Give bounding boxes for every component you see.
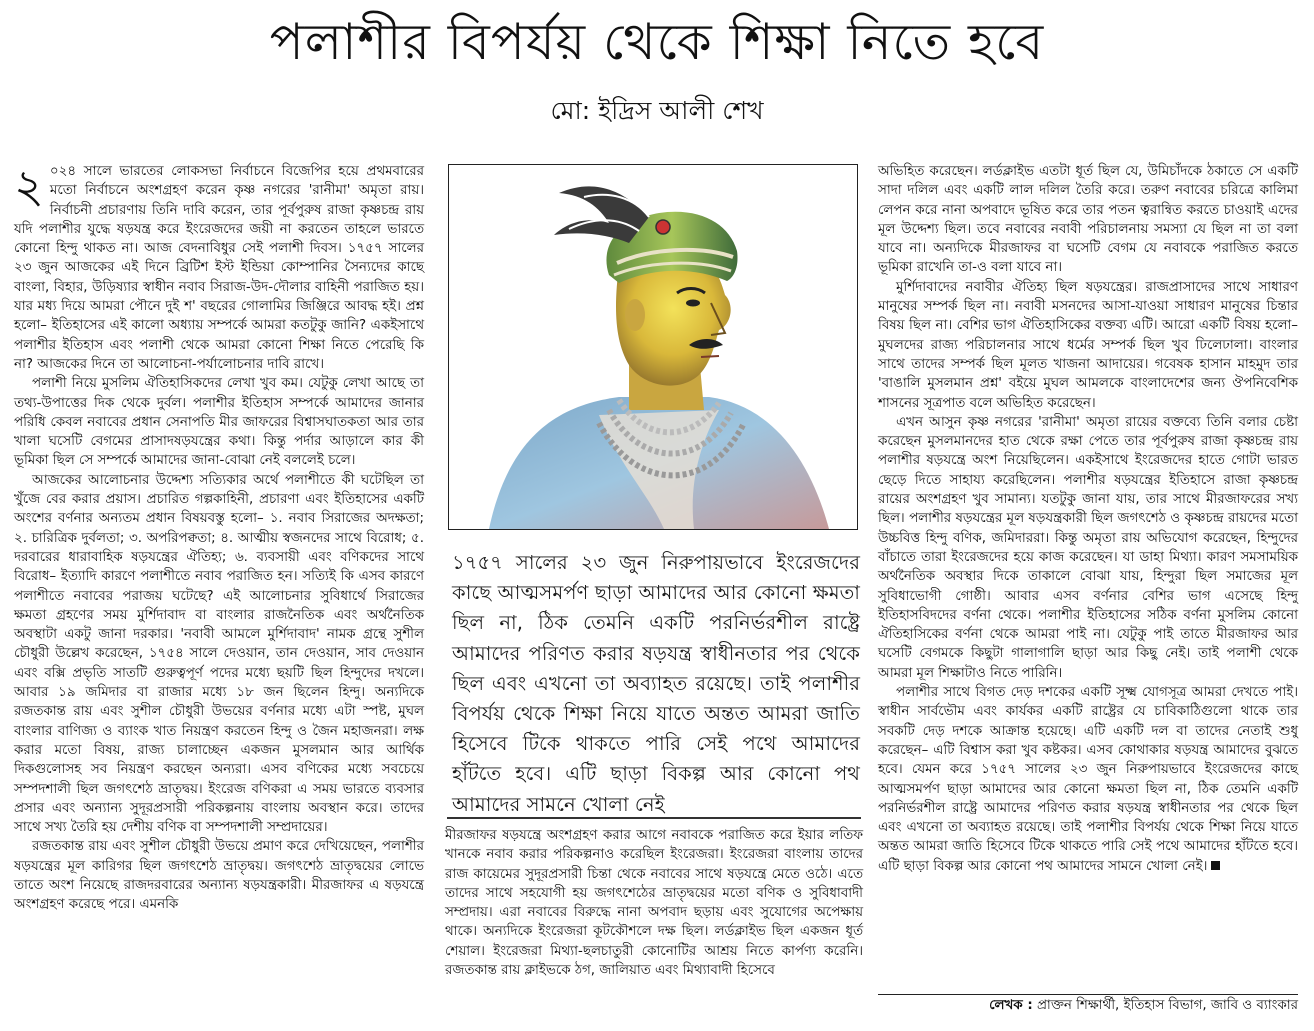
author-text: প্রাক্তন শিক্ষার্থী, ইতিহাস বিভাগ, জাবি ও ব্যাংকার	[1036, 998, 1298, 1013]
byline: মো: ইদ্রিস আলী শেখ	[550, 96, 764, 125]
divider	[447, 817, 861, 819]
paragraph: রজতকান্ত রায় এবং সুশীল চৌধুরী উভয়ে প্রমাণ করে দেখিয়েছেন, পলাশীর ষড়যন্ত্রের মূল কারিগর ছিল জগৎশেঠ ভ্রাতৃদ্বয়। জগৎশেঠ ভ্রাতৃদ্বয়ের লোভে তাতে অংশ নিয়েছে রাজদরবারের অন্যান্য ষড়যন্ত্রকারী। মীরজাফর এ ষড়যন্ত্রে অংশগ্রহণ করেছে পরে। এমনকি	[14, 839, 424, 913]
headline: পলাশীর বিপর্যয় থেকে শিক্ষা নিতে হবে	[269, 13, 1045, 71]
paragraph: এখন আসুন কৃষ্ণ নগরের 'রানীমা' অমৃতা রায়ের বক্তব্যে তিনি বলার চেষ্টা করেছেন মুসলমানদের হাত থেকে রক্ষা পেতে তার পূর্বপুরুষ রাজা কৃষ্ণচন্দ্র রায় পলাশীর ষড়যন্ত্রে অংশ নিয়েছিলেন। একইসাথে ইংরেজদের হাতে গোটা ভারত ছেড়ে দিতে সাহায্য করেছিলেন। পলাশীর ষড়যন্ত্রের ইতিহাসে রাজা কৃষ্ণচন্দ্র রায়ের অংশগ্রহণ খুব সামান্য। যতটুকু জানা যায়, তার সাথে মীরজাফরের সখ্য ছিল। পলাশীর ষড়যন্ত্রের মূল ষড়যন্ত্রকারী ছিল জগৎশেঠ ও কৃষ্ণচন্দ্র রায়দের মতো উচ্চবিত্ত হিন্দু বণিক, জমিদাররা। কিন্তু অমৃতা রায় অভিযোগ করেছেন, হিন্দুদের বাঁচাতে তারা ইংরেজদের হয়ে কাজ করেছেন। যা ডাহা মিথ্যা। কারণ সমসাময়িক অর্থনৈতিক অবস্থার দিকে তাকালে বোঝা যায়, হিন্দুরা ছিল সমাজের মূল সুবিধাভোগী গোষ্ঠী। আবার এসব বর্ণনার বেশির ভাগ এসেছে হিন্দু ইতিহাসবিদদের বর্ণনা থেকে। পলাশীর ইতিহাসের সঠিক বর্ণনা মুসলিম কোনো ঐতিহাসিকের বর্ণনা থেকে আমরা পাই না। যেটুকু পাই তাতে মীরজাফর আর ঘসেটি বেগমকে কিছুটা গালাগালি ছাড়া আর কিছু নেই। তাই পলাশী থেকে আমরা মূল শিক্ষাটাও নিতে পারিনি।	[878, 414, 1298, 681]
author-note	[878, 994, 1298, 1019]
end-mark-icon	[1211, 861, 1220, 870]
right-column	[878, 162, 1298, 992]
paragraph: ২ ০২৪ সালে ভারতের লোকসভা নির্বাচনে বিজেপির হয়ে প্রথমবারের মতো নির্বাচনে অংশগ্রহণ করেন কৃষ্ণ নগরের 'রানীমা' অমৃতা রায়। নির্বাচনী প্রচারণায় তিনি দাবি করেন, তার পূর্বপুরুষ রাজা কৃষ্ণচন্দ্র রায় যদি পলাশীর যুদ্ধে ষড়যন্ত্র করে ইংরেজদের জয়ী না করতেন তাহলে ভারতে কোনো হিন্দু থাকত না। আজ বেদনাবিধুর সেই পলাশী দিবস। ১৭৫৭ সালের ২৩ জুন আজকের এই দিনে ব্রিটিশ ইস্ট ইন্ডিয়া কোম্পানির সৈন্যদের কাছে বাংলা, বিহার, উড়িষ্যার স্বাধীন নবাব সিরাজ-উদ-দৌলার বাহিনী পরাজিত হয়। যার মধ্য দিয়ে আমরা পৌনে দুই শ' বছরের গোলামির জিঞ্জিরে আবদ্ধ হই। প্রশ্ন হলো– ইতিহাসের এই কালো অধ্যায় সম্পর্কে আমরা কতটুকু জানি? একইসাথে পলাশীর ইতিহাস এবং পলাশী থেকে আমরা কোনো শিক্ষা নিতে পেরেছি কি না? আজকের দিনে তা আলোচনা-পর্যালোচনার দাবি রাখে।	[14, 159, 424, 372]
paragraph: পলাশীর সাথে বিগত দেড় দশকের একটি সূক্ষ্ম যোগসূত্র আমরা দেখতে পাই। স্বাধীন সার্বভৌম এবং কার্যকর একটি রাষ্ট্রের যে চাবিকাঠিগুলো থাকে তার সবকটি দেড় দশকে আক্রান্ত হয়েছে। এটি একটি দল বা তাদের নেতাই শুধু করেছেন– এটি বিশ্বাস করা খুব কষ্টকর। এসব কোথাকার ষড়যন্ত্র আমাদের বুঝতে হবে। যেমন করে ১৭৫৭ সালের ২৩ জুন নিরুপায়ভাবে ইংরেজদের কাছে আত্মসমর্পণ ছাড়া আমাদের আর কোনো ক্ষমতা ছিল না, ঠিক তেমনি একটি পরনির্ভরশীল রাষ্ট্রে আমাদের পরিণত করার ষড়যন্ত্র স্বাধীনতার পর থেকে ছিল এবং এখনো তা অব্যাহত রয়েছে। তাই পলাশীর বিপর্যয় থেকে শিক্ষা নিয়ে যাতে অন্তত আমরা জাতি হিসেবে টিকে থাকতে পারি সেই পথে আমাদের হাঁটতে হবে। এটি ছাড়া বিকল্প আর কোনো পথ আমাদের সামনে খোলা নেই।	[878, 685, 1298, 874]
portrait-icon	[449, 165, 857, 529]
left-column	[14, 159, 424, 1022]
paragraph: অভিহিত করেছেন। লর্ডক্লাইভ এতটা ধূর্ত ছিল যে, উমিচাঁদকে ঠকাতে সে একটি সাদা দলিল এবং একটি লাল দলিল তৈরি করে। তরুণ নবাবের চরিত্রে কালিমা লেপন করে নানা অপবাদে ভূষিত করে তার পতন ত্বরান্বিত করতে চাওয়াই এদের মূল উদ্দেশ্য ছিল। তবে নবাবের নবাবী পরিচালনায় সমস্যা যে ছিল না তা বলা যাবে না। অন্যদিকে মীরজাফর বা ঘসেটি বেগম যে নবাবকে পরাজিত করতে ভূমিকা রাখেনি তা-ও বলা যাবে না।	[878, 164, 1298, 276]
portrait-illustration	[448, 164, 858, 530]
drop-cap: ২	[14, 159, 44, 213]
paragraph: মুর্শিদাবাদের নবাবীর ঐতিহ্য ছিল ষড়যন্ত্রের। রাজপ্রাসাদের সাথে সাধারণ মানুষের সম্পর্ক ছিল না। নবাবী মসনদের আসা-যাওয়া সাধারণ মানুষের চিন্তার বিষয় ছিল না। বেশির ভাগ ঐতিহাসিকের বক্তব্য এটি। আরো একটি বিষয় হলো– মুঘলদের রাজ্য পরিচালনার সাথে ধর্মের সম্পর্ক ছিল খুব ঢিলেঢালা। বাংলার সাথে তাদের সম্পর্ক ছিল মূলত খাজনা আদায়ের। গবেষক হাসান মাহমুদ তার 'বাঙালি মুসলমান প্রশ্ন' বইয়ে মুঘল আমলকে বাংলাদেশের জন্য ঔপনিবেশিক শাসনের সূত্রপাত বলে অভিহিত করেছেন।	[878, 279, 1298, 411]
middle-column	[445, 826, 863, 1022]
pull-quote: ১৭৫৭ সালের ২৩ জুন নিরুপায়ভাবে ইংরেজদের কাছে আত্মসমর্পণ ছাড়া আমাদের আর কোনো ক্ষমতা ছিল না, ঠিক তেমনি একটি পরনির্ভরশীল রাষ্ট্রে আমাদের পরিণত করার ষড়যন্ত্র স্বাধীনতার পর থেকে ছিল এবং এখনো তা অব্যাহত রয়েছে। তাই পলাশীর বিপর্যয় থেকে শিক্ষা নিয়ে যাতে অন্তত আমরা জাতি হিসেবে টিকে থাকতে পারি সেই পথে আমাদের হাঁটতে হবে। এটি ছাড়া বিকল্প আর কোনো পথ আমাদের সামনে খোলা নেই	[452, 551, 860, 816]
paragraph: আজকের আলোচনার উদ্দেশ্য সত্যিকার অর্থে পলাশীতে কী ঘটেছিল তা খুঁজে বের করার প্রয়াস। প্রচারিত গল্পকাহিনী, প্রচারণা এবং ইতিহাসের একটি অংশের বর্ণনার অন্যতম প্রধান বিষয়বস্তু হলো– ১. নবাব সিরাজের অদক্ষতা; ২. চারিত্রিক দুর্বলতা; ৩. অপরিপক্বতা; ৪. আত্মীয় স্বজনদের সাথে বিরোধ; ৫. দরবারের ধারাবাহিক ষড়যন্ত্রের ঐতিহ্য; ৬. ব্যবসায়ী এবং বণিকদের সাথে বিরোধ– ইত্যাদি কারণে পলাশীতে নবাব পরাজিত হন। সত্যিই কি এসব কারণে পলাশীতে নবাবের পরাজয় ঘটেছে? এই আলোচনার সুবিধার্থে সিরাজের ক্ষমতা গ্রহণের সময় মুর্শিদাবাদ বা বাংলার রাজনৈতিক এবং অর্থনৈতিক অবস্থাটা একটু জানা দরকার। 'নবাবী আমলে মুর্শিদাবাদ' নামক গ্রন্থে সুশীল চৌধুরী উল্লেখ করেছেন, ১৭৫৪ সালে দেওয়ান, তান দেওয়ান, সাব দেওয়ান এবং বক্সি প্রভৃতি সাতটি গুরুত্বপূর্ণ পদের মধ্যে ছয়টি ছিল হিন্দুদের দখলে। আবার ১৯ জমিদার বা রাজার মধ্যে ১৮ জন ছিলেন হিন্দু। অন্যদিকে রজতকান্ত রায় এবং সুশীল চৌধুরী উভয়ের বর্ণনার মধ্যে এটা স্পষ্ট, মুঘল বাংলার বাণিজ্য ও ব্যাংক খাত নিয়ন্ত্রণ করতেন হিন্দু ও জৈন মহাজনরা। লক্ষ করার মতো বিষয়, রাজ্য চালাচ্ছেন একজন মুসলমান আর আর্থিক দিকগুলোসহ সব নিয়ন্ত্রণ করছেন অন্যরা। এসব বণিকের মধ্যে সবচেয়ে সম্পদশালী ছিল জগৎশেঠ ভ্রাতৃদ্বয়। ইংরেজ বণিকরা এ সময় ভারতে ব্যবসার প্রসার এবং অন্যান্য সুদূরপ্রসারী পরিকল্পনায় বাংলায় অবস্থান করে। তাদের সাথে সখ্য তৈরি হয় দেশীয় বণিক বা সম্পদশালী সম্প্রদায়ের।	[14, 472, 424, 836]
paragraph: পলাশী নিয়ে মুসলিম ঐতিহাসিকদের লেখা খুব কম। যেটুকু লেখা আছে তা তথ্য-উপাত্তের দিক থেকে দুর্বল। পলাশীর ইতিহাস সম্পর্কে আমাদের জানার পরিধি কেবল নবাবের প্রধান সেনাপতি মীর জাফরের বিশ্বাসঘাতকতা আর তার খালা ঘসেটি বেগমের প্রাসাদষড়যন্ত্রের কথা। কিন্তু পর্দার আড়ালে কার কী ভূমিকা ছিল সে সম্পর্কে আমাদের জানা-বোঝা নেই বললেই চলে।	[14, 376, 424, 469]
author-label: লেখক :	[989, 998, 1033, 1013]
paragraph: মীরজাফর ষড়যন্ত্রে অংশগ্রহণ করার আগে নবাবকে পরাজিত করে ইয়ার লতিফ খানকে নবাব করার পরিকল্পনাও করেছিল ইংরেজরা। ইংরেজরা বাংলায় তাদের রাজ কায়েমের সুদূরপ্রসারী চিন্তা থেকে নবাবের সাথে ষড়যন্ত্রে মেতে ওঠে। এতে তাদের সাথে সহযোগী হয় জগৎশেঠের ভ্রাতৃদ্বয়ের মতো বণিক ও সুবিধাবাদী সম্প্রদায়। এরা নবাবের বিরুদ্ধে নানা অপবাদ ছড়ায় এবং সুযোগের অপেক্ষায় থাকে। অন্যদিকে ইংরেজরা কূটকৌশলে দক্ষ ছিল। লর্ডক্লাইভ ছিল একজন ধূর্ত শেয়াল। ইংরেজরা মিথ্যা-ছলচাতুরী কোনোটির আশ্রয় নিতে কার্পণ্য করেনি। রজতকান্ত রায় ক্লাইভকে ঠগ, জালিয়াত এবং মিথ্যাবাদী হিসেবে	[445, 828, 863, 979]
